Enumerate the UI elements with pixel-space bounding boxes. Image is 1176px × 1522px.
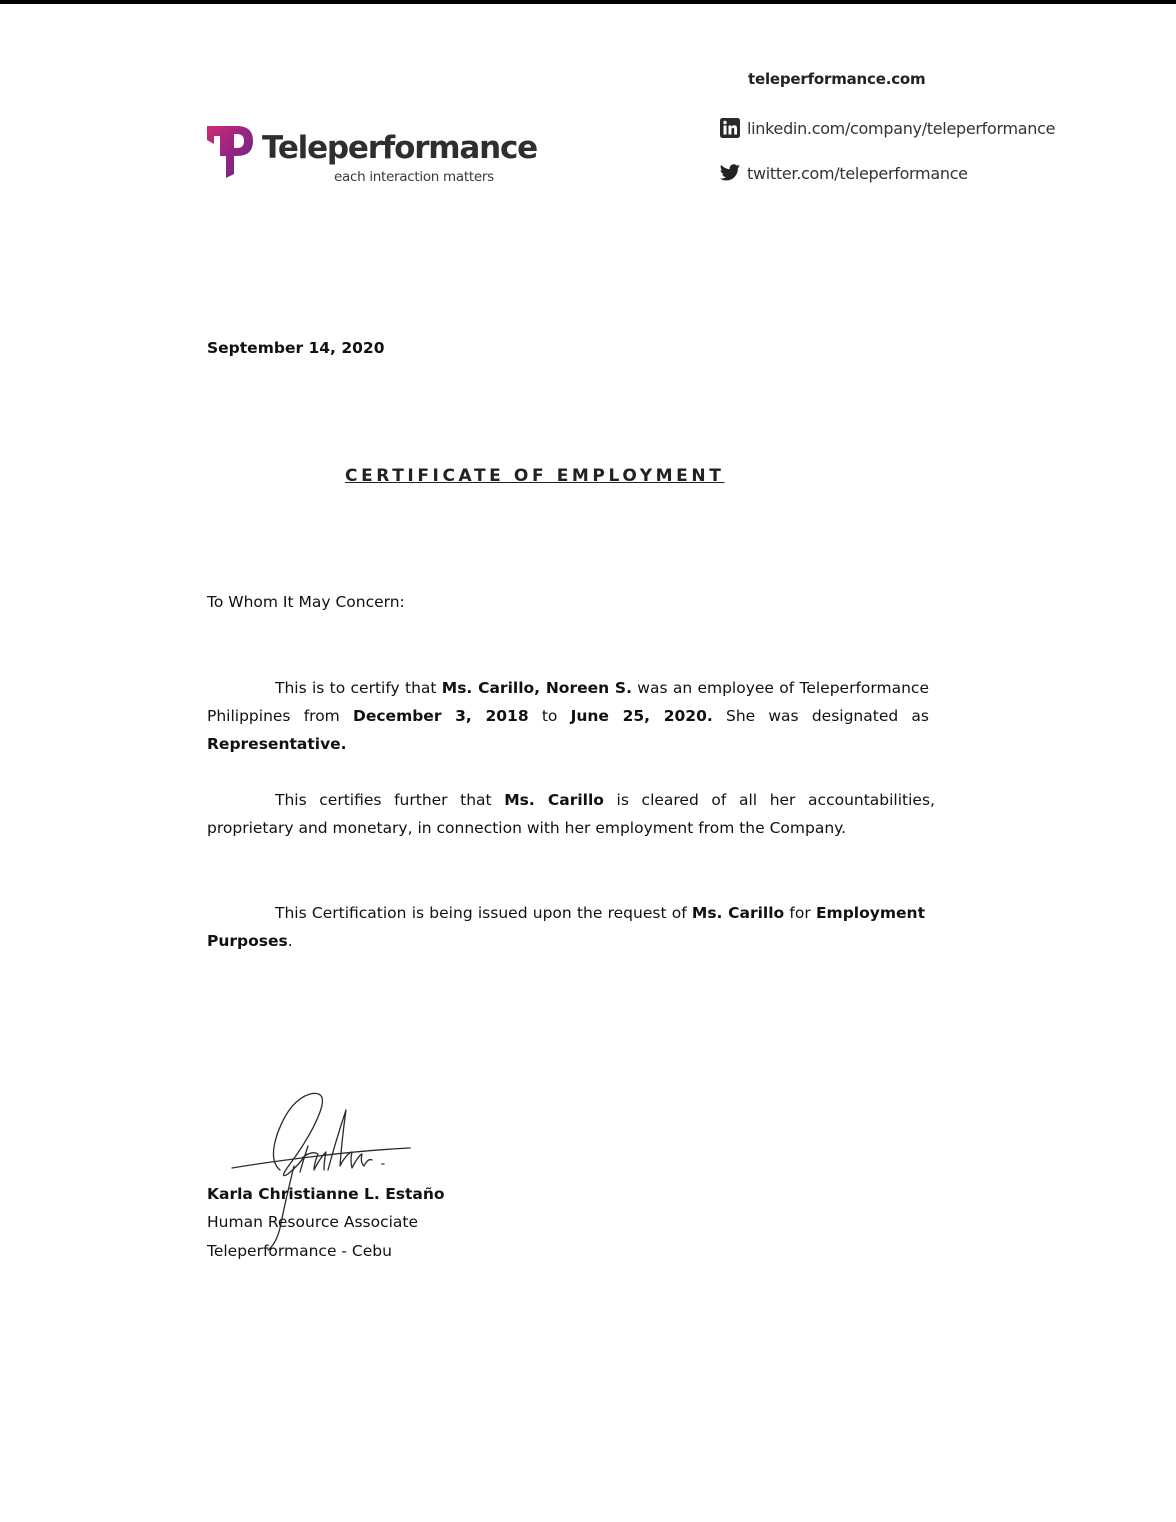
- certificate-title: CERTIFICATE OF EMPLOYMENT: [345, 466, 725, 486]
- teleperformance-logo-icon: [206, 124, 256, 178]
- logo-wordmark: Teleperformance: [262, 130, 537, 166]
- signatory-organization: Teleperformance - Cebu: [207, 1242, 392, 1260]
- requester-name: Ms. Carillo: [691, 904, 785, 922]
- top-border: [0, 0, 1176, 4]
- logo-tagline: each interaction matters: [334, 169, 494, 185]
- twitter-link[interactable]: [719, 162, 968, 184]
- paragraph-purpose: [207, 899, 925, 955]
- employee-short-name: Ms. Carillo: [504, 791, 604, 809]
- paragraph-certify-employment: [207, 674, 929, 758]
- twitter-url: twitter.com/teleperformance: [747, 163, 968, 183]
- end-date: June 25, 2020.: [570, 707, 713, 725]
- website-link[interactable]: teleperformance.com: [748, 70, 926, 88]
- p3-text-1: This Certification is being issued upon the request of: [275, 904, 692, 922]
- linkedin-link[interactable]: [719, 117, 1055, 139]
- certification-purpose: Employment Purposes: [207, 904, 925, 950]
- linkedin-icon: [719, 117, 741, 139]
- p3-text-3: .: [287, 932, 293, 950]
- signatory-name: Karla Christianne L. Estaño: [207, 1185, 445, 1203]
- company-logo: [206, 122, 537, 192]
- p2-text-1: This certifies further that: [275, 791, 505, 809]
- p3-text-2: for: [784, 904, 816, 922]
- signatory-role: Human Resource Associate: [207, 1213, 419, 1231]
- employee-position: Representative.: [207, 735, 347, 753]
- twitter-icon: [719, 162, 741, 184]
- p2-text-2: is cleared of all her accountabilities, proprietary and monetary, in connection with her employment from the Company.: [207, 791, 935, 837]
- p1-text-4: She was designated as: [712, 707, 929, 725]
- p1-text-3: to: [528, 707, 571, 725]
- p1-text-2: was an employee of Teleperformance Philippines from: [207, 679, 929, 725]
- letter-date: September 14, 2020: [207, 339, 385, 357]
- salutation: To Whom It May Concern:: [207, 593, 405, 611]
- paragraph-clearance: [207, 786, 935, 842]
- start-date: December 3, 2018: [352, 707, 529, 725]
- p1-text-1: This is to certify that: [275, 679, 442, 697]
- employee-full-name: Ms. Carillo, Noreen S.: [441, 679, 632, 697]
- linkedin-url: linkedin.com/company/teleperformance: [747, 118, 1056, 138]
